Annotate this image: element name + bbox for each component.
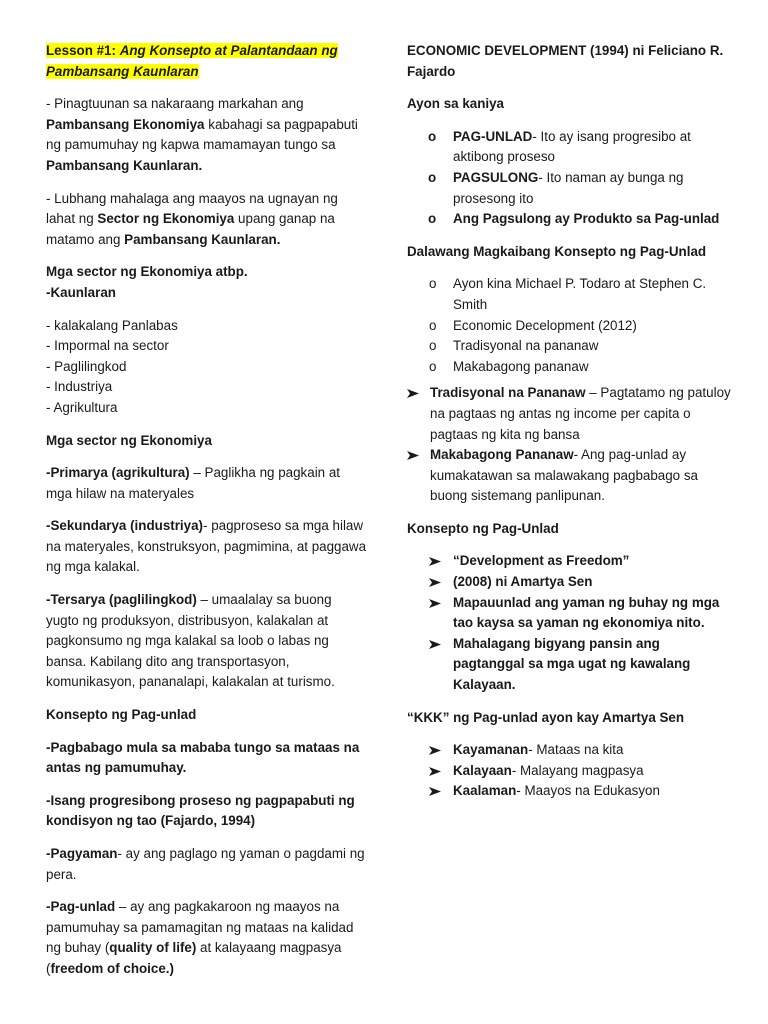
- arrow-bullet-icon: [429, 557, 441, 566]
- list-item: “Development as Freedom”: [407, 551, 732, 572]
- list-item: Kayamanan- Mataas na kita: [407, 740, 732, 761]
- dalawang-heading: Dalawang Magkaibang Konsepto ng Pag-Unlad: [407, 243, 707, 259]
- list-item: - kalakalang Panlabas: [46, 317, 178, 333]
- list-item: - Impormal na sector: [46, 338, 169, 354]
- right-title: ECONOMIC DEVELOPMENT (1994) ni Feliciano R. Fajardo: [407, 43, 724, 79]
- kkk-heading: “KKK” ng Pag-unlad ayon kay Amartya Sen: [407, 709, 685, 725]
- sectors-title: Mga sector ng Ekonomiya: [46, 432, 212, 448]
- list-item: o Makabagong pananaw: [407, 357, 732, 378]
- pagyaman-paragraph: -Pagyaman- ay ang paglago ng yaman o pagdami ng pera.: [46, 846, 365, 882]
- dalawang-list: [407, 274, 732, 377]
- left-column: [46, 41, 368, 992]
- list-item: o Ayon kina Michael P. Todaro at Stephen C. Smith: [429, 276, 707, 312]
- lesson-highlight: [46, 43, 338, 79]
- primarya-paragraph: -Primarya (agrikultura) – Paglikha ng pagkain at mga hilaw na materyales: [46, 465, 341, 501]
- list-item: o Economic Decelopment (2012): [407, 316, 732, 337]
- circle-bullet-icon: o: [428, 128, 437, 144]
- kkk-list: [407, 740, 732, 802]
- arrow-bullet-icon: [429, 640, 441, 649]
- list-item: o Tradisyonal na pananaw: [407, 336, 732, 357]
- list-item: o Ang Pagsulong ay Produkto sa Pag-unlad: [407, 209, 732, 230]
- ayon-list: [407, 127, 732, 230]
- circle-bullet-icon: o: [428, 211, 437, 227]
- list-item: - Agrikultura: [46, 399, 118, 415]
- pananaw-list: [407, 383, 732, 507]
- list-item: o PAG-UNLAD- Ito ay isang progresibo at aktibong proseso: [428, 128, 691, 165]
- circle-bullet-icon: o: [429, 358, 437, 374]
- arrow-bullet-icon: [429, 767, 441, 776]
- tersarya-paragraph: -Tersarya (paglilingkod) – umaalalay sa buong yugto ng produksyon, distribusyon, kalakalan at pagkonsumo ng mga kalakal sa loob o labas ng bansa. Kabilang dito ang transportasyon, komunikasyon, pananalapi, kalakalan at turismo.: [46, 592, 335, 690]
- intro-paragraph-2: - Lubhang mahalaga ang maayos na ugnayan ng lahat ng Sector ng Ekonomiya upang ganap na matamo ang Pambansang Kaunlaran.: [46, 190, 338, 247]
- arrow-bullet-icon: [429, 599, 441, 608]
- sector-heading: Mga sector ng Ekonomiya atbp. -Kaunlaran: [46, 264, 248, 300]
- circle-bullet-icon: o: [429, 276, 437, 292]
- list-item: Mapauunlad ang yaman ng buhay ng mga tao kaysa sa yaman ng ekonomiya nito.: [407, 593, 732, 634]
- sector-list: [46, 316, 368, 419]
- list-item: Kalayaan- Malayang magpasya: [407, 761, 732, 782]
- right-column: [407, 41, 732, 814]
- circle-bullet-icon: o: [428, 169, 437, 185]
- pagunlad-paragraph: -Pag-unlad – ay ang pagkakaroon ng maayos na pamumuhay sa pamamagitan ng mataas na kalidad ng buhay (quality of life) at kalayaang magpasya (freedom of choice.): [46, 899, 354, 976]
- arrow-bullet-icon: [429, 746, 441, 755]
- lesson-label: Lesson #1:: [46, 43, 116, 58]
- sekundarya-paragraph: -Sekundarya (industriya)- pagproseso sa mga hilaw na materyales, konstruksyon, pagmimina, at paggawa ng mga kalakal.: [46, 518, 367, 575]
- konsepto-paragraph-2: -Isang progresibong proseso ng pagpapabuti ng kondisyon ng tao (Fajardo, 1994): [46, 792, 355, 829]
- lesson-title: Ang Konsepto at Palantandaan ng Pambansang Kaunlaran: [46, 43, 338, 79]
- lesson-heading: [46, 41, 368, 82]
- list-item: (2008) ni Amartya Sen: [407, 572, 732, 593]
- list-item: - Paglilingkod: [46, 358, 127, 374]
- konsepto-title: Konsepto ng Pag-unlad: [46, 707, 197, 723]
- intro-paragraph-1: - Pinagtuunan sa nakaraang markahan ang Pambansang Ekonomiya kabahagi sa pagpapabuti ng pamumuhay ng kapwa mamamayan tungo sa Pambansang Kaunlaran.: [46, 96, 358, 173]
- konsepto-heading: Konsepto ng Pag-Unlad: [407, 520, 559, 536]
- list-item: Tradisyonal na Pananaw – Pagtatamo ng patuloy na pagtaas ng antas ng income per capita o pagtaas ng kita ng bansa: [407, 383, 732, 445]
- list-item: o PAGSULONG- Ito naman ay bunga ng prosesong ito: [428, 169, 684, 206]
- list-item: Makabagong Pananaw- Ang pag-unlad ay kumakatawan sa malawakang pagbabago sa buong sistemang panlipunan.: [407, 445, 732, 507]
- list-item: Kaalaman- Maayos na Edukasyon: [407, 781, 732, 802]
- arrow-bullet-icon: [407, 389, 419, 398]
- circle-bullet-icon: o: [429, 317, 437, 333]
- ayon-heading: Ayon sa kaniya: [407, 96, 505, 112]
- konsepto-paragraph-1: -Pagbabago mula sa mababa tungo sa mataas na antas ng pamumuhay.: [46, 739, 360, 776]
- circle-bullet-icon: o: [429, 338, 437, 354]
- arrow-bullet-icon: [429, 578, 441, 587]
- list-item: - Industriya: [46, 379, 113, 395]
- konsepto-list: [407, 551, 732, 695]
- arrow-bullet-icon: [407, 451, 419, 460]
- arrow-bullet-icon: [429, 787, 441, 796]
- list-item: Mahalagang bigyang pansin ang pagtanggal sa mga ugat ng kawalang Kalayaan.: [407, 634, 732, 696]
